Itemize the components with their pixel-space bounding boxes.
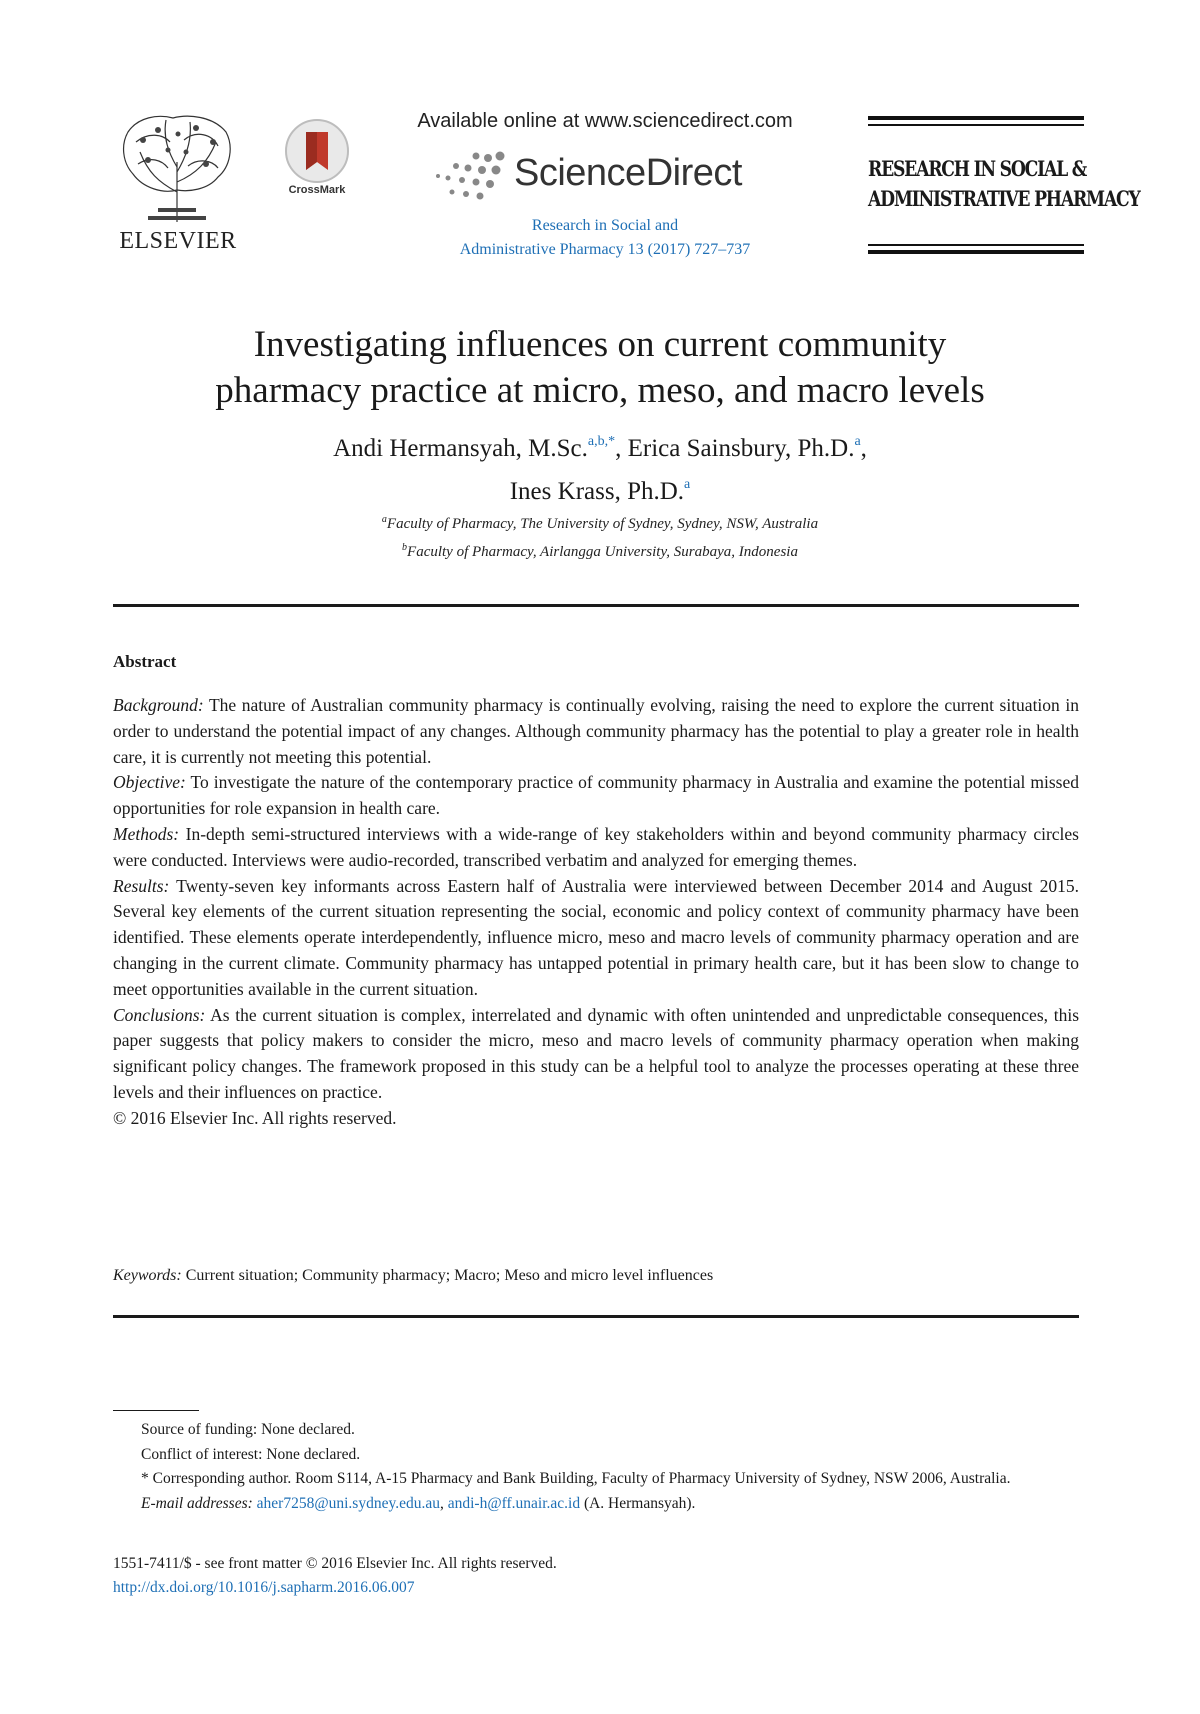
footnote-conflict: Conflict of interest: None declared. [141,1445,361,1463]
author-affil-link[interactable]: a [854,434,861,449]
email-separator: , [439,1494,448,1512]
footnote-corresponding: * Corresponding author. Room S114, A-15 Pharmacy and Bank Building, Faculty of Pharmacy University of Sydney, NSW 2006, Australia. [141,1470,1011,1487]
front-matter [113,1552,1079,1600]
section-label: Conclusions: [113,1004,206,1025]
journal-logo-top-rule [868,116,1084,120]
crossmark-icon [280,118,354,184]
sciencedirect-logo[interactable] [430,148,770,204]
sciencedirect-wordmark: ScienceDirect [514,152,742,194]
section-text: In-depth semi-structured interviews with a wide-range of key stakeholders within and beyond community pharmacy circles were conducted. Interviews were audio-recorded, transcribed verbatim and analyzed for emerging themes. [113,823,1079,870]
journal-logo-text [868,154,1140,214]
journal-logo-line1: RESEARCH IN SOCIAL & [868,156,1087,181]
email-label: E-mail addresses: [141,1494,253,1512]
abstract-bottom-rule [113,1315,1079,1318]
elsevier-wordmark: ELSEVIER [119,228,237,254]
email-link-2[interactable]: andi-h@ff.unair.ac.id [447,1494,581,1512]
doi-link[interactable]: http://dx.doi.org/10.1016/j.sapharm.2016.06.007 [113,1579,415,1596]
journal-logo [868,116,1140,258]
crossmark-badge[interactable] [280,118,354,200]
journal-ref-line2: Administrative Pharmacy 13 (2017) 727–737 [459,241,751,258]
affiliation-a [100,508,1100,536]
author-affil-link[interactable]: a [684,477,691,492]
affiliation-mark: a [381,514,387,525]
affiliation-b [100,536,1100,564]
affiliation-mark: b [402,542,408,553]
title-line1: Investigating influences on current community [253,324,947,365]
article-title [100,322,1100,414]
available-online-text: Available online at www.sciencedirect.com [417,110,793,132]
abstract-objective [113,770,1079,822]
author-name: , Erica Sainsbury, Ph.D. [615,435,855,462]
crossmark-label: CrossMark [288,184,346,196]
section-label: Results: [113,875,170,896]
journal-logo-bottom-rule-thin [868,244,1084,246]
affiliation-text: Faculty of Pharmacy, Airlangga University, Surabaya, Indonesia [407,544,798,560]
journal-logo-line2: ADMINISTRATIVE PHARMACY [868,186,1140,211]
email-link-1[interactable]: aher7258@uni.sydney.edu.au [256,1494,440,1512]
section-label: Objective: [113,772,186,793]
keywords [113,1264,1079,1288]
journal-reference[interactable] [370,214,840,262]
keywords-text: Current situation; Community pharmacy; Macro; Meso and micro level influences [181,1267,714,1284]
elsevier-tree-icon [118,112,236,224]
abstract-conclusions [113,1003,1079,1106]
footnotes [113,1418,1079,1516]
abstract-methods [113,822,1079,874]
abstract-body [113,693,1079,1132]
section-label: Background: [113,695,204,715]
authors-line1 [100,424,1100,467]
footnote-funding: Source of funding: None declared. [141,1421,355,1438]
affiliation-text: Faculty of Pharmacy, The University of Sydney, Sydney, NSW, Australia [386,516,819,532]
affiliations [100,508,1100,564]
journal-ref-line1: Research in Social and [531,217,679,234]
author-separator: , [860,435,867,462]
email-owner: (A. Hermansyah). [580,1494,696,1512]
author-name: Ines Krass, Ph.D. [509,478,685,505]
footnote-email [113,1492,1079,1517]
author-name: Andi Hermansyah, M.Sc. [333,435,588,462]
authors-line2 [100,467,1100,510]
journal-logo-top-rule-thin [868,124,1084,126]
keywords-label: Keywords: [113,1267,182,1284]
author-list [100,424,1100,510]
section-text: As the current situation is complex, interrelated and dynamic with often unintended and unpredictable consequences, this paper suggests that policy makers to consider the micro, meso and macro levels of community pharmacy operation when making significant policy changes. The framework proposed in this study can be a helpful tool to analyze the processes operating at these three levels and their influences on practice. [113,1004,1079,1102]
issn-line: 1551-7411/$ - see front matter © 2016 Elsevier Inc. All rights reserved. [113,1555,557,1572]
journal-logo-bottom-rule [868,250,1084,254]
author-affil-link[interactable]: a,b,* [587,434,616,449]
section-text: The nature of Australian community pharmacy is continually evolving, raising the need to explore the current situation in order to understand the potential impact of any changes. Although community pharmacy has the potential to play a greater role in health care, it is currently not meeting this potential. [113,695,1079,767]
section-text: Twenty-seven key informants across Eastern half of Australia were interviewed between December 2014 and August 2015. Several key elements of the current situation representing the social, economic and policy context of community pharmacy have been identified. These elements operate interdependently, influence micro, meso and macro levels of community pharmacy operation and are changing in the current climate. Community pharmacy has untapped potential in primary health care, but it has been slow to change to meet opportunities available in the current situation. [113,875,1079,999]
section-label: Methods: [113,823,180,844]
elsevier-logo [112,112,244,262]
sciencedirect-dots-icon [430,148,510,204]
title-line2: pharmacy practice at micro, meso, and macro levels [215,370,985,411]
abstract-heading: Abstract [113,652,177,671]
section-text: To investigate the nature of the contemporary practice of community pharmacy in Australia and examine the potential missed opportunities for role expansion in health care. [113,772,1079,819]
abstract-copyright: © 2016 Elsevier Inc. All rights reserved. [113,1107,397,1128]
abstract-background [113,693,1079,770]
abstract-results [113,874,1079,1003]
abstract-top-rule [113,604,1079,607]
footnote-rule [113,1410,199,1411]
